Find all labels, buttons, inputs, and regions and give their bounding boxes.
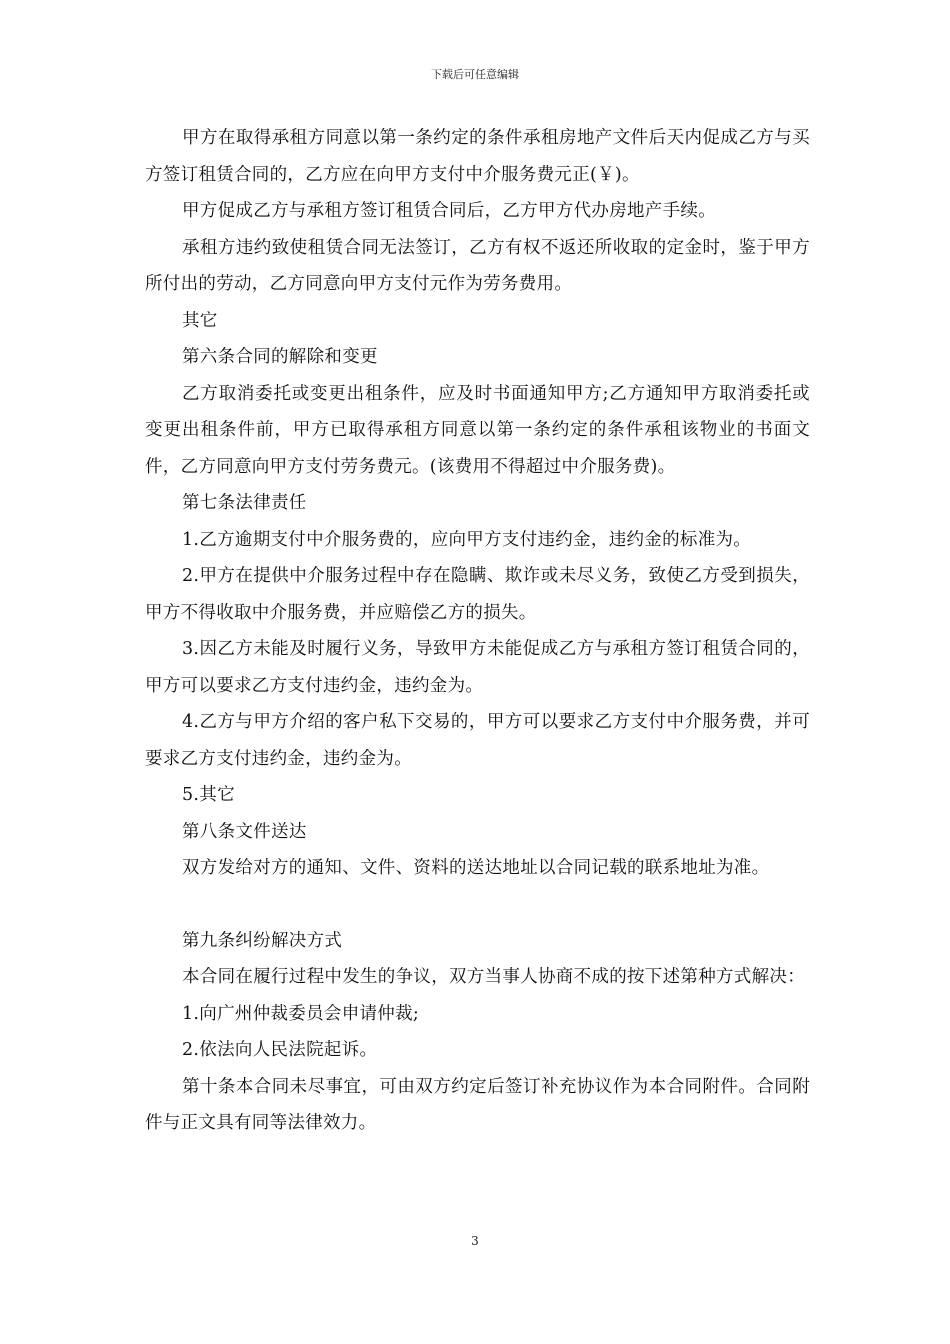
document-body: [145, 120, 810, 1142]
paragraph-dispute-option-1: 1.向广州仲裁委员会申请仲裁;: [182, 1003, 420, 1024]
heading-article-8: 第八条文件送达: [182, 821, 307, 842]
paragraph-liability-2: 2.甲方在提供中介服务过程中存在隐瞒、欺诈或未尽义务，致使乙方受到损失，甲方不得收取中介服务费，并应赔偿乙方的损失。: [145, 566, 810, 623]
page-number: 3: [471, 1234, 479, 1248]
paragraph-tenant-breach: 承租方违约致使租赁合同无法签订，乙方有权不返还所收取的定金时，鉴于甲方所付出的劳动，乙方同意向甲方支付元作为劳务费用。: [145, 237, 810, 294]
paragraph-commission-fee: 甲方在取得承租方同意以第一条约定的条件承租房地产文件后天内促成乙方与买方签订租赁合同的，乙方应在向甲方支付中介服务费元正(￥)。: [145, 128, 810, 185]
heading-article-7: 第七条法律责任: [182, 493, 307, 513]
paragraph-liability-5: 5.其它: [182, 785, 235, 805]
paragraph-property-procedures: 甲方促成乙方与承租方签订租赁合同后，乙方甲方代办房地产手续。: [182, 201, 716, 221]
paragraph-cancellation: 乙方取消委托或变更出租条件，应及时书面通知甲方;乙方通知甲方取消委托或变更出租条件前，甲方已取得承租方同意以第一条约定的条件承租该物业的书面文件，乙方同意向甲方支付劳务费元。(该费用不得超过中介服务费)。: [145, 383, 810, 477]
paragraph-article-10: 第十条本合同未尽事宜，可由双方约定后签订补充协议作为本合同附件。合同附件与正文具有同等法律效力。: [145, 1076, 810, 1133]
heading-article-6: 第六条合同的解除和变更: [182, 347, 378, 367]
heading-article-9: 第九条纠纷解决方式: [182, 930, 343, 951]
paragraph-dispute-resolution: 本合同在履行过程中发生的争议，双方当事人协商不成的按下述第种方式解决：: [182, 967, 805, 987]
paragraph-document-delivery: 双方发给对方的通知、文件、资料的送达地址以合同记载的联系地址为准。: [182, 858, 770, 878]
paragraph-liability-4: 4.乙方与甲方介绍的客户私下交易的，甲方可以要求乙方支付中介服务费，并可要求乙方支付违约金，违约金为。: [145, 712, 810, 769]
paragraph-liability-1: 1.乙方逾期支付中介服务费的，应向甲方支付违约金，违约金的标准为。: [182, 529, 752, 550]
paragraph-other: 其它: [182, 310, 218, 331]
page-header-note: 下载后可任意编辑: [431, 68, 519, 81]
paragraph-liability-3: 3.因乙方未能及时履行义务，导致甲方未能促成乙方与承租方签订租赁合同的，甲方可以要求乙方支付违约金，违约金为。: [145, 639, 810, 696]
paragraph-dispute-option-2: 2.依法向人民法院起诉。: [182, 1040, 378, 1060]
